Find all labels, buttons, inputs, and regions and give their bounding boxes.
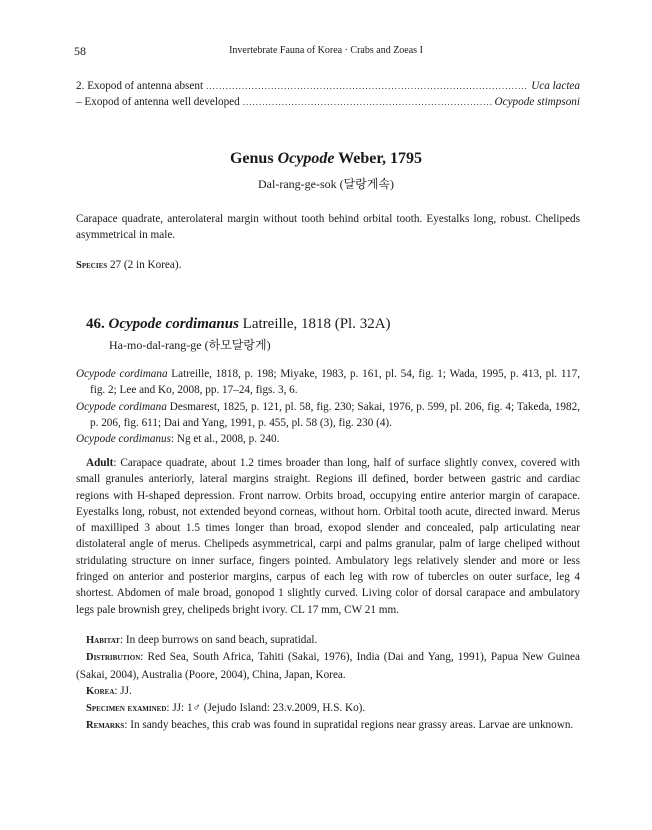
habitat-text: : In deep burrows on sand beach, supratidal. xyxy=(119,634,318,646)
korea-section xyxy=(76,683,580,700)
synonym-refs: : Ng et al., 2008, p. 240. xyxy=(170,433,280,446)
key-result: Ocypode stimpsoni xyxy=(494,96,580,108)
synonym-name: Ocypode cordimana xyxy=(76,400,167,413)
genus-label: Genus xyxy=(229,150,274,167)
key-result: Uca lactea xyxy=(531,80,580,92)
species-korean-name: Ha-mo-dal-rang-ge (하모달랑게) xyxy=(109,338,271,352)
specimen-label: Specimen examined xyxy=(86,703,167,715)
habitat-label: Habitat xyxy=(86,635,120,646)
habitat-section xyxy=(76,632,580,649)
genus-korean-name: Dal-rang-ge-sok (달랑게속) xyxy=(258,177,394,191)
key-leader-dots xyxy=(206,81,528,91)
key-leader-dots xyxy=(243,97,492,107)
remarks-label: Remarks xyxy=(86,720,125,732)
synonym-entry xyxy=(76,366,580,399)
species-name: Ocypode cordimanus xyxy=(108,316,239,332)
species-number: 46. xyxy=(86,316,105,332)
genus-heading xyxy=(0,150,652,168)
synonymy-list xyxy=(76,366,580,447)
synonym-name: Ocypode cordimana xyxy=(76,368,168,380)
adult-description xyxy=(76,455,580,618)
synonym-entry xyxy=(76,431,580,447)
adult-text: : Carapace quadrate, about 1.2 times broader than long, half of surface slightly convex, covered with small granules anteriorly, lateral margins straight. Regions ill defined, border between gastric and cardiac regions with H-shaped depression. Front narrow. Orbits broad, occupying entire anterior margin of carapace. Eyestalks long, robust, not extended beyond corneas, without horn. Orbital tooth acute, directed inward. Merus of maxilliped 3 about 1.5 times longer than broad, exopod slender and concealed, palp articulating near distolateral angle of merus. Chelipeds asymmetrical, carpi and palms granular, palm of large cheliped without stridulating structure on inner surface, fingers pointed. Ambulatory legs relatively slender and more or less fringed on anterior and posterior margins, carpus of each leg with row of tubercles on outer surface, leg 4 shortest. Abdomen of male broad, gonopod 1 slightly curved. Living color of dorsal carapace and ambulatory legs pale brownish grey, chelipeds bright ivory. CL 17 mm, CW 21 mm. xyxy=(76,457,580,616)
species-author: Latreille, 1818 (Pl. 32A) xyxy=(242,316,391,332)
distribution-section xyxy=(76,649,580,683)
species-heading xyxy=(86,316,391,333)
key-couplet-2-alt xyxy=(76,96,580,108)
key-couplet-2 xyxy=(76,80,580,92)
genus-name: Ocypode xyxy=(277,150,335,167)
species-fields xyxy=(76,632,580,735)
species-label: Species xyxy=(76,260,108,271)
synonym-name: Ocypode cordimanus xyxy=(76,433,171,446)
distribution-label: Distribution xyxy=(86,652,141,664)
genus-description: Carapace quadrate, anterolateral margin without tooth behind orbital tooth. Eyestalks long, robust. Chelipeds asymmetrical in male. xyxy=(76,213,580,242)
key-lead: – Exopod of antenna well developed xyxy=(76,96,240,108)
synonym-refs: Desmarest, 1825, p. 121, pl. 58, fig. 230; Sakai, 1976, p. 599, pl. 206, fig. 4; Takeda, 1982, p. 206, fig. 611; Dai and Yang, 1991, p. 455, pl. 58 (3), fig. 230 (4). xyxy=(90,400,580,429)
running-title: Invertebrate Fauna of Korea · Crabs and Zoeas I xyxy=(229,45,423,56)
specimen-section xyxy=(76,700,580,717)
synonym-entry xyxy=(76,399,580,432)
genus-species-count xyxy=(76,257,580,274)
korea-label: Korea xyxy=(86,685,115,697)
korea-text: : JJ. xyxy=(114,684,132,697)
page-number: 58 xyxy=(74,44,86,58)
remarks-text: : In sandy beaches, this crab was found in supratidal regions near grassy areas. Larvae are unknown. xyxy=(124,719,574,732)
remarks-section xyxy=(76,717,580,734)
key-lead: 2. Exopod of antenna absent xyxy=(76,80,204,92)
distribution-text: : Red Sea, South Africa, Tahiti (Sakai, 1976), India (Dai and Yang, 1991), Papua New Guinea (Sakai, 2004), Australia (Poore, 2004), China, Japan, Korea. xyxy=(76,651,580,681)
specimen-text: : JJ: 1♂ (Jejudo Island: 23.v.2009, H.S. Ko). xyxy=(166,702,366,715)
adult-label: Adult xyxy=(86,457,114,469)
genus-author: Weber, 1795 xyxy=(338,150,422,167)
synonym-refs: Latreille, 1818, p. 198; Miyake, 1983, p. 161, pl. 54, fig. 1; Wada, 1995, p. 413, pl. 117, fig. 2; Lee and Ko, 2008, pp. 17–24, figs. 3, 6. xyxy=(90,368,580,397)
species-count: 27 (2 in Korea). xyxy=(109,259,182,271)
